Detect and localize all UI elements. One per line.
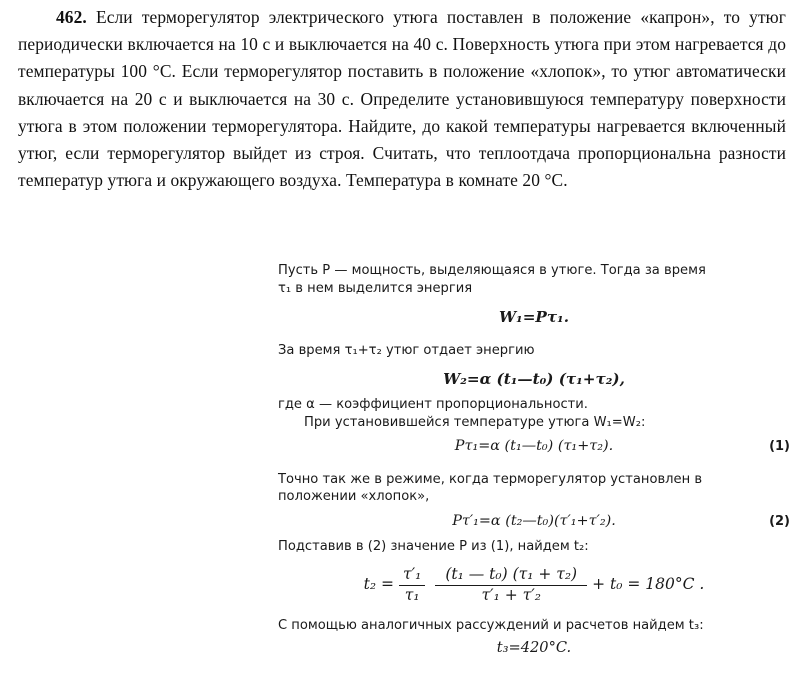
solution-line-7: положении «хлопок», <box>278 489 430 505</box>
problem-number: 462. <box>56 7 87 27</box>
solution-line-1: Пусть P — мощность, выделяющаяся в утюге. Тогда за время <box>278 263 706 278</box>
equation-1-tag: (1) <box>769 439 790 455</box>
problem-statement <box>18 4 786 194</box>
equation-t2-fraction-tau: $\frac{\text{τ′₁}}{\text{τ₁}}$ <box>399 565 425 605</box>
equation-w2: W₂=α (t₁—t₀) (τ₁+τ₂), <box>443 370 625 389</box>
problem-text: Если терморегулятор электрического утюга поставлен в положение «капрон», то утюг периодически включается на 10 с и выключается на 40 с. Поверхность утюга при этом нагревается до температуры 100 °C. Если терморегулятор поставить в положение «хлопок», то утюг автоматически включается на 20 с и выключается на 30 с. Определите установившуюся температуру поверхности утюга в этом положении терморегулятора. Найдите, до какой температуры нагревается включенный утюг, если терморегулятор выйдет из строя. Считать, что теплоотдача пропорциональна разности температур утюга и окружающего воздуха. Температура в комнате 20 °C. <box>18 7 786 191</box>
equation-t2-lhs: t₂ = <box>363 575 394 594</box>
equation-1: Pτ₁=α (t₁—t₀) (τ₁+τ₂). (1) <box>454 438 790 455</box>
solution-line-6: Точно так же в режиме, когда терморегулятор установлен в <box>278 471 703 487</box>
solution-line-8: Подставив в (2) значение P из (1), найдем t₂: <box>278 538 589 554</box>
equation-2-tag: (2) <box>769 513 790 529</box>
equation-t3: t₃=420°C. <box>496 638 572 656</box>
equation-w1: W₁=Pτ₁. <box>498 308 569 327</box>
equation-t2 <box>278 565 790 605</box>
solution-line-3: За время τ₁+τ₂ утюг отдает энергию <box>278 342 535 358</box>
solution-line-5: При установившейся температуре утюга W₁=W₂: <box>304 414 646 430</box>
solution-line-9: С помощью аналогичных рассуждений и расчетов найдем t₃: <box>278 618 704 634</box>
equation-2: Pτ′₁=α (t₂—t₀)(τ′₁+τ′₂). (2) <box>452 512 790 529</box>
equation-t2-fraction-main: $\frac{\text{(t₁ — t₀) (τ₁ + τ₂)}}{\text{τ′₁ + τ′₂}}$ <box>435 565 587 605</box>
solution-block <box>278 262 790 657</box>
solution-line-2: τ₁ в нем выделится энергия <box>278 280 473 296</box>
solution-line-4: где α — коэффициент пропорциональности. <box>278 396 588 412</box>
equation-t2-rhs: + t₀ = 180°C . <box>592 575 705 594</box>
